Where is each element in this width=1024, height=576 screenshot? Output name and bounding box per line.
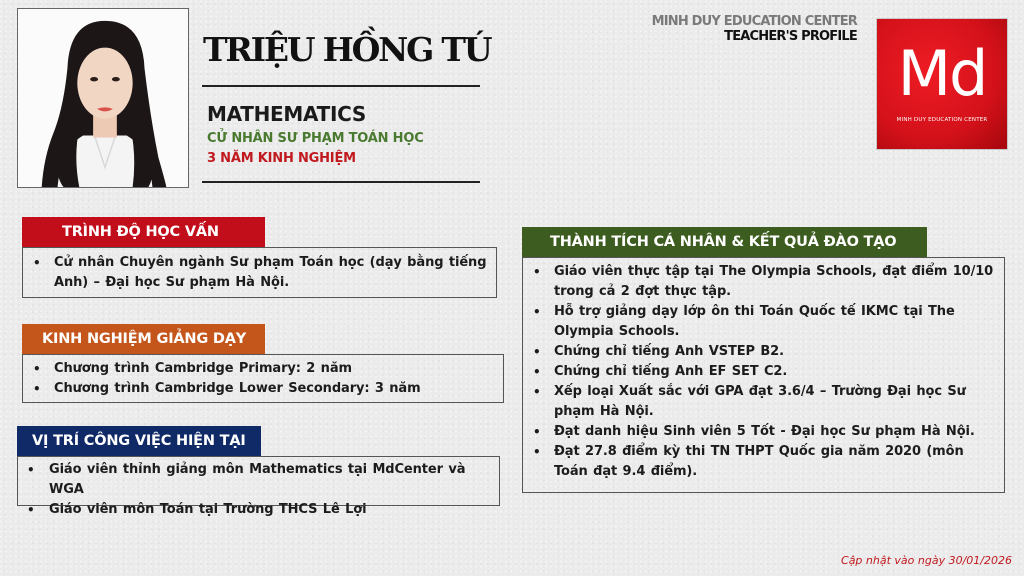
- list-item: • Chương trình Cambridge Primary: 2 năm: [23, 359, 503, 379]
- list-item: • Giáo viên môn Toán tại Trường THCS Lê Lợi: [18, 500, 499, 520]
- section-header-achievements: THÀNH TÍCH CÁ NHÂN & KẾT QUẢ ĐÀO TẠO: [522, 227, 927, 257]
- degree-title: CỬ NHÂN SƯ PHẠM TOÁN HỌC: [207, 131, 424, 146]
- list-item: • Chương trình Cambridge Lower Secondary: 3 năm: [23, 379, 503, 399]
- portrait-image: [18, 9, 188, 187]
- list-item: • Xếp loại Xuất sắc với GPA đạt 3.6/4 – Trường Đại học Sư phạm Hà Nội.: [523, 382, 1004, 422]
- divider-line: [202, 181, 480, 183]
- list-item: • Cử nhân Chuyên ngành Sư phạm Toán học (dạy bằng tiếng Anh) – Đại học Sư phạm Hà Nội.: [23, 253, 496, 293]
- list-item: • Chứng chỉ tiếng Anh VSTEP B2.: [523, 342, 1004, 362]
- logo-text: Md: [897, 37, 987, 110]
- list-item: • Hỗ trợ giảng dạy lớp ôn thi Toán Quốc tế IKMC tại The Olympia Schools.: [523, 302, 1004, 342]
- divider-line: [202, 85, 480, 87]
- section-header-education: TRÌNH ĐỘ HỌC VẤN: [22, 217, 265, 247]
- md-logo: [876, 18, 1008, 150]
- updated-date: Cập nhật vào ngày 30/01/2026: [841, 554, 1012, 567]
- section-box-education: [22, 247, 497, 298]
- section-header-current-job: VỊ TRÍ CÔNG VIỆC HIỆN TẠI: [17, 426, 261, 456]
- list-item: • Đạt danh hiệu Sinh viên 5 Tốt - Đại học Sư phạm Hà Nội.: [523, 422, 1004, 442]
- list-item: • Giáo viên thỉnh giảng môn Mathematics tại MdCenter và WGA: [18, 460, 499, 500]
- list-item: • Giáo viên thực tập tại The Olympia Schools, đạt điểm 10/10 trong cả 2 đợt thực tập.: [523, 262, 1004, 302]
- center-name: MINH DUY EDUCATION CENTER: [651, 14, 857, 29]
- teaching-subject: MATHEMATICS: [207, 102, 366, 126]
- section-box-teaching: [22, 354, 504, 403]
- section-header-teaching: KINH NGHIỆM GIẢNG DẠY: [22, 324, 265, 354]
- section-box-current-job: [17, 456, 500, 517]
- section-box-achievements: [522, 257, 1005, 493]
- logo-subtext: MINH DUY EDUCATION CENTER: [896, 117, 988, 123]
- list-item: • Chứng chỉ tiếng Anh EF SET C2.: [523, 362, 1004, 382]
- experience-years: 3 NĂM KINH NGHIỆM: [207, 151, 356, 166]
- profile-label: TEACHER'S PROFILE: [724, 29, 857, 44]
- list-item: • Đạt 27.8 điểm kỳ thi TN THPT Quốc gia năm 2020 (môn Toán đạt 9.4 điểm).: [523, 442, 1004, 482]
- teacher-photo: [17, 8, 189, 188]
- teacher-name: TRIỆU HỒNG TÚ: [203, 30, 491, 69]
